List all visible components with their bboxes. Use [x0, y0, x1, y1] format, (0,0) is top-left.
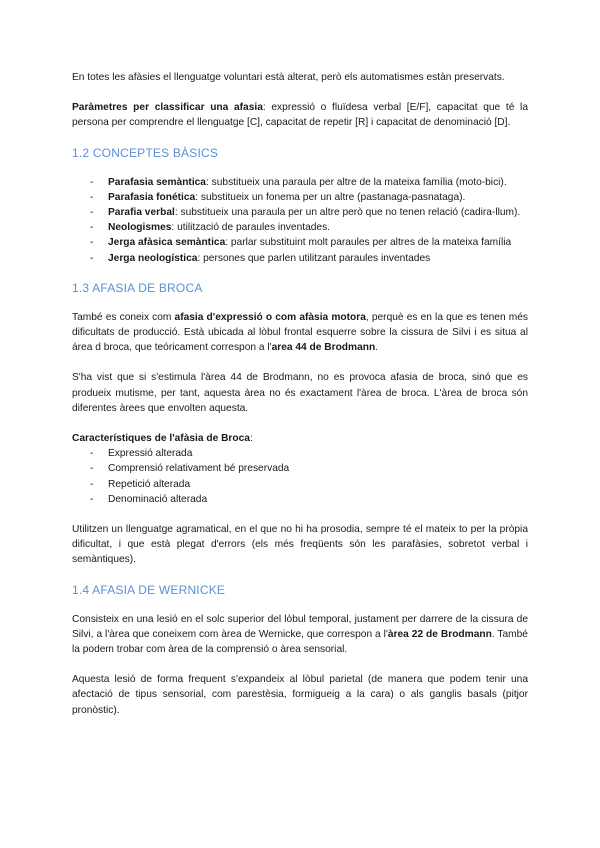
parameters-paragraph — [72, 100, 528, 130]
list-item: - Jerga neologística: persones que parlen utilitzant paraules inventades — [90, 252, 431, 264]
list-item: - Neologismes: utilització de paraules inventades. — [90, 222, 330, 234]
list-item: - Repetició alterada — [90, 478, 191, 490]
list-item: - Parafia verbal: substitueix una paraula per un altre però que no tenen relació (cadira-llum). — [90, 207, 521, 219]
list-item: - Comprensió relativament bé preservada — [90, 463, 290, 475]
list-item: - Expressió alterada — [90, 448, 193, 460]
broca-paragraph-3: Utilitzen un llenguatge agramatical, en el que no hi ha prosodia, sempre té el mateix to per la pròpia dificultat, i que està plegat d'errors (els més freqüents són les parafàsies, sobretot verbal i semàntiques). — [72, 524, 528, 566]
section-heading-1-2: 1.2 CONCEPTES BÀSICS — [72, 145, 219, 160]
intro-paragraph: En totes les afàsies el llenguatge voluntari està alterat, però els automatismes estàn preservats. — [72, 72, 505, 83]
concepts-list — [72, 175, 528, 266]
wernicke-paragraph-2: Aquesta lesió de forma frequent s'expandeix al lòbul parietal (de manera que podem tenir una afectació de tipus sensorial, com parestèsia, formigueig a la cara) o als ganglis basals (pitjor pronòstic). — [72, 674, 528, 716]
parameters-term: Paràmetres per classificar una afasia — [72, 102, 263, 114]
list-item: - Denominació alterada — [90, 493, 208, 505]
broca-characteristics-title: Característiques de l'afàsia de Broca: — [72, 433, 253, 445]
broca-paragraph-2: S'ha vist que si s'estimula l'àrea 44 de Brodmann, no es provoca afasia de broca, sinó que es produeix mutisme, per tant, aquesta àrea no és exactament l'àrea de broca. L'àrea de broca són diferentes àrees que envolten aquesta. — [72, 372, 528, 414]
parameters-text: : expressió o fluïdesa verbal [E/F], capacitat que té la persona per comprendre el llenguatge [C], capacitat de repetir [R] i capacitat de denominació [D]. — [72, 102, 528, 129]
list-item: - Jerga afàsica semàntica: parlar substituint molt paraules per altres de la mateixa família — [90, 237, 512, 249]
document-page — [72, 70, 528, 718]
wernicke-paragraph-1: Consisteix en una lesió en el solc superior del lòbul temporal, justament per darrere de la cissura de Silvi, a l'àrea que coneixem com àrea de Wernicke, que correspon a l'àrea 22 de Brodmann. També la podem trobar com àrea de la comprensió o àrea sensorial. — [72, 613, 528, 656]
list-item: - Parafasia fonética: substitueix un fonema per un altre (pastanaga-pasnataga). — [90, 191, 466, 203]
list-item: - Parafasia semàntica: substitueix una paraula per altre de la mateixa família (moto-bici). — [90, 176, 507, 188]
section-heading-1-4: 1.4 AFASIA DE WERNICKE — [72, 582, 226, 597]
broca-characteristics-list — [72, 446, 528, 507]
broca-paragraph-1: També es coneix com afasia d'expressió o com afàsia motora, perquè es en la que es tenen més dificultats de producció. Està ubicada al lòbul frontal esquerre sobre la cissura de Silvi i es situa al área d broca, que teóricament correspon a l'area 44 de Brodmann. — [72, 311, 528, 354]
section-heading-1-3: 1.3 AFASIA DE BROCA — [72, 280, 203, 295]
